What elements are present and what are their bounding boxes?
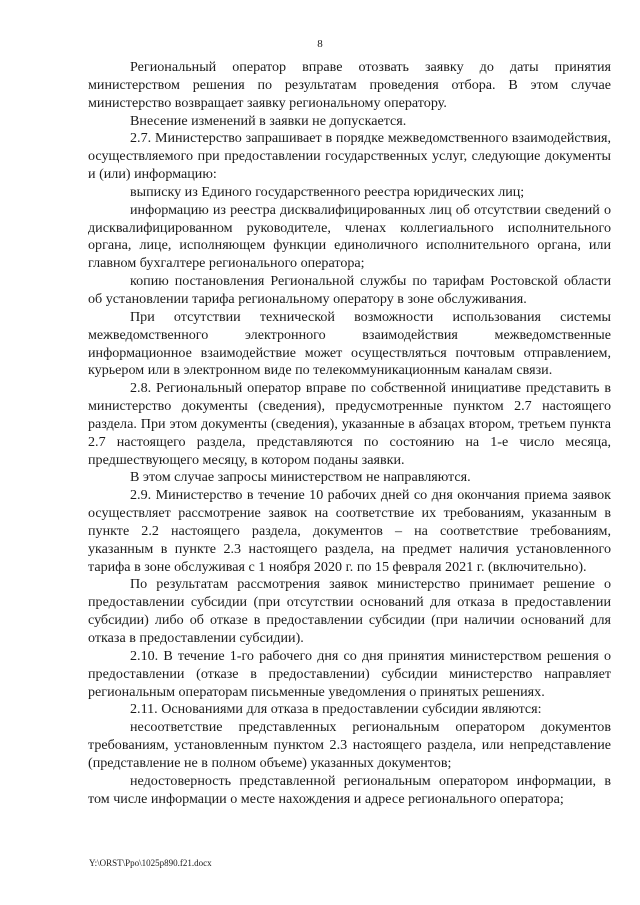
paragraph: выписку из Единого государственного реестра юридических лиц;: [130, 183, 525, 200]
footer-file-path: Y:\ORST\Ppo\1025p890.f21.docx: [89, 858, 212, 868]
paragraph: В этом случае запросы министерством не направляются.: [130, 469, 471, 486]
paragraph: несоответствие представленных региональным оператором документов требованиям, установленным пунктом 2.3 настоящего раздела, или непредставление (представление не в полном объеме) указанных документов;: [88, 719, 611, 771]
page-number: 8: [317, 38, 323, 50]
paragraph: 2.11. Основаниями для отказа в предоставлении субсидии являются:: [130, 701, 542, 718]
paragraph: 2.7. Министерство запрашивает в порядке межведомственного взаимодействия, осуществляемого при предоставлении государственных услуг, следующие документы и (или) информацию:: [88, 130, 611, 183]
paragraph: копию постановления Региональной службы по тарифам Ростовской области об установлении тарифа региональному оператору в зоне обслуживания.: [88, 273, 611, 307]
paragraph: По результатам рассмотрения заявок министерство принимает решение о предоставлении субсидии (при отсутствии оснований для отказа в предоставлении субсидии) либо об отказе в предоставлении субсидии (при наличии оснований для отказа в предоставлении субсидии).: [88, 576, 611, 646]
paragraph: 2.9. Министерство в течение 10 рабочих дней со дня окончания приема заявок осуществляет рассмотрение заявок на соответствие их требованиям, указанным в пункте 2.2 настоящего раздела, документов – на соответствие требованиям, указанным в пункте 2.3 настоящего раздела, на предмет наличия установленного тарифа в зоне обслуживая с 1 ноября 2020 г. по 15 февраля 2021 г. (включительно).: [88, 487, 611, 575]
paragraph: 2.8. Региональный оператор вправе по собственной инициативе представить в министерство документы (сведения), предусмотренные пунктом 2.7 настоящего раздела. При этом документы (сведения), указанные в абзацах втором, третьем пункта 2.7 настоящего раздела, представляются по состоянию на 1-е число месяца, предшествующего месяцу, в котором поданы заявки.: [88, 380, 611, 468]
paragraph: недостоверность представленной региональным оператором информации, в том числе информации о месте нахождения и адресе регионального оператора;: [88, 772, 611, 807]
paragraph: информацию из реестра дисквалифицированных лиц об отсутствии сведений о дисквалифицированном руководителе, членах коллегиального исполнительного органа, лице, исполняющем функции единоличного исполнительного органа, или главном бухгалтере регионального оператора;: [88, 201, 611, 272]
paragraph: При отсутствии технической возможности использования системы межведомственного электронного взаимодействия межведомственные информационное взаимодействие может осуществляться почтовым отправлением, курьером или в электронном виде по телекоммуникационным каналам связи.: [88, 308, 611, 379]
paragraph: Региональный оператор вправе отозвать заявку до даты принятия министерством решения по результатам проведения отбора. В этом случае министерство возвращает заявку региональному оператору.: [88, 59, 611, 111]
paragraph: Внесение изменений в заявки не допускается.: [130, 112, 407, 129]
paragraph: 2.10. В течение 1-го рабочего дня со дня принятия министерством решения о предоставлении (отказе в предоставлении) субсидии министерство направляет региональным операторам письменные уведомления о принятых решениях.: [88, 647, 611, 700]
document-body: [88, 59, 611, 808]
